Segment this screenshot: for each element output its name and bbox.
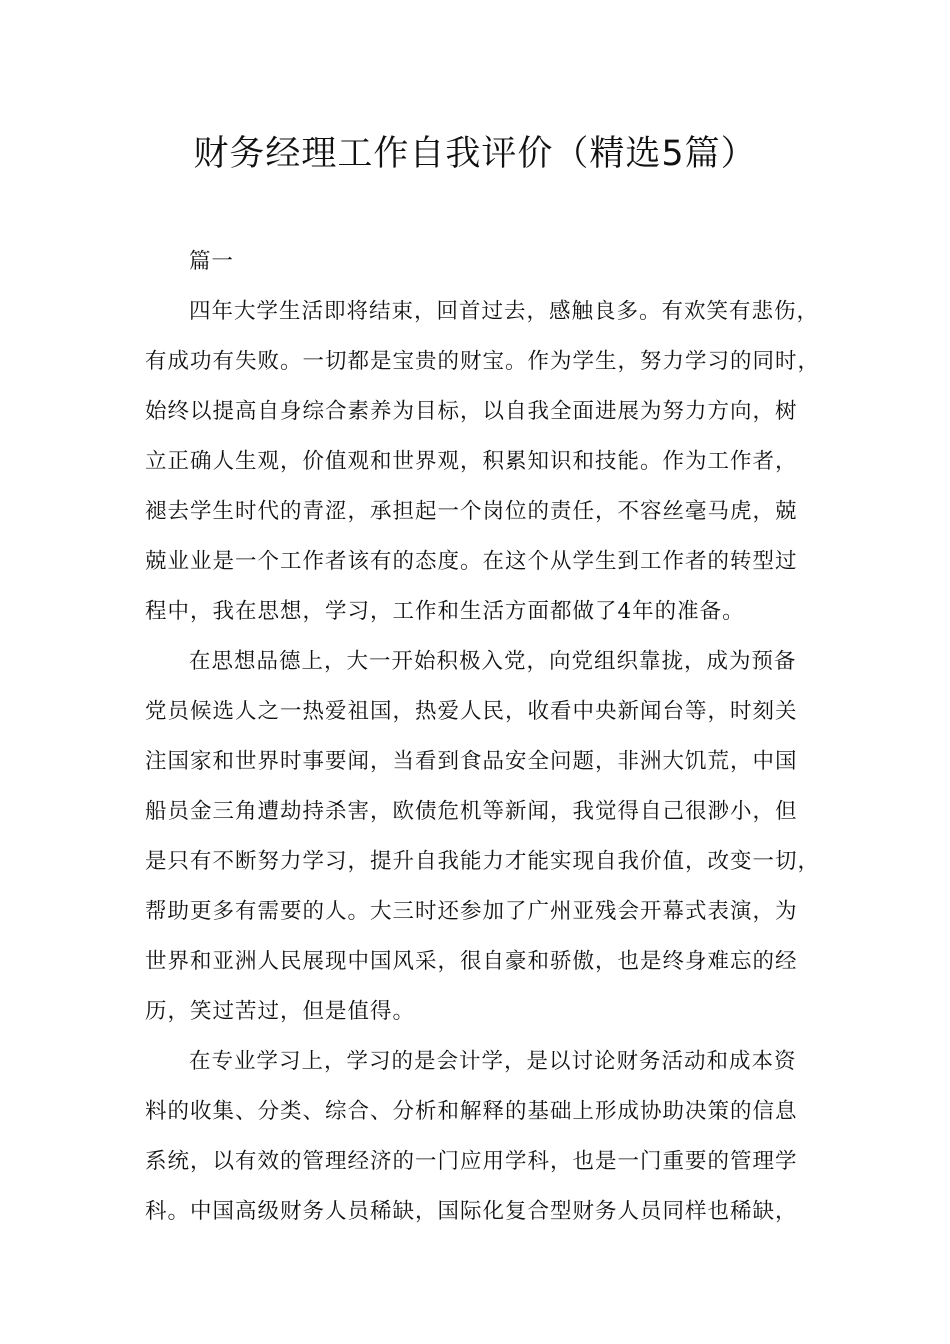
document-body xyxy=(145,237,825,1237)
paragraph-line: 船员金三角遭劫持杀害，欧债危机等新闻，我觉得自己很渺小，但 xyxy=(145,799,798,824)
paragraph-line: 科。中国高级财务人员稀缺，国际化复合型财务人员同样也稀缺， xyxy=(145,1199,798,1224)
paragraph-line: 兢业业是一个工作者该有的态度。在这个从学生到工作者的转型过 xyxy=(145,549,798,574)
document-title: 财务经理工作自我评价（精选5篇） xyxy=(193,134,757,174)
paragraph-3 xyxy=(145,1037,825,1237)
paragraph-line: 立正确人生观，价值观和世界观，积累知识和技能。作为工作者， xyxy=(145,449,798,474)
paragraph-line: 在专业学习上，学习的是会计学，是以讨论财务活动和成本资 xyxy=(189,1049,797,1074)
paragraph-line: 始终以提高自身综合素养为目标，以自我全面进展为努力方向，树 xyxy=(145,399,798,424)
section-heading: 篇一 xyxy=(189,249,235,274)
paragraph-line: 是只有不断努力学习，提升自我能力才能实现自我价值，改变一切， xyxy=(145,849,821,874)
paragraph-line: 在思想品德上，大一开始积极入党，向党组织靠拢，成为预备 xyxy=(189,649,797,674)
paragraph-1 xyxy=(145,287,825,637)
paragraph-line: 四年大学生活即将结束，回首过去，感触良多。有欢笑有悲伤， xyxy=(189,299,820,324)
paragraph-line: 有成功有失败。一切都是宝贵的财宝。作为学生，努力学习的同时， xyxy=(145,349,821,374)
paragraph-2 xyxy=(145,637,825,1037)
paragraph-line: 党员候选人之一热爱祖国，热爱人民，收看中央新闻台等，时刻关 xyxy=(145,699,798,724)
paragraph-line: 程中，我在思想，学习，工作和生活方面都做了4年的准备。 xyxy=(145,599,745,624)
paragraph-line: 历，笑过苦过，但是值得。 xyxy=(145,999,416,1024)
paragraph-line: 褪去学生时代的青涩，承担起一个岗位的责任，不容丝毫马虎，兢 xyxy=(145,499,798,524)
paragraph-line: 世界和亚洲人民展现中国风采，很自豪和骄傲，也是终身难忘的经 xyxy=(145,949,798,974)
paragraph-line: 注国家和世界时事要闻，当看到食品安全问题，非洲大饥荒，中国 xyxy=(145,749,798,774)
paragraph-line: 帮助更多有需要的人。大三时还参加了广州亚残会开幕式表演，为 xyxy=(145,899,798,924)
paragraph-line: 料的收集、分类、综合、分析和解释的基础上形成协助决策的信息 xyxy=(145,1099,798,1124)
paragraph-line: 系统，以有效的管理经济的一门应用学科，也是一门重要的管理学 xyxy=(145,1149,798,1174)
